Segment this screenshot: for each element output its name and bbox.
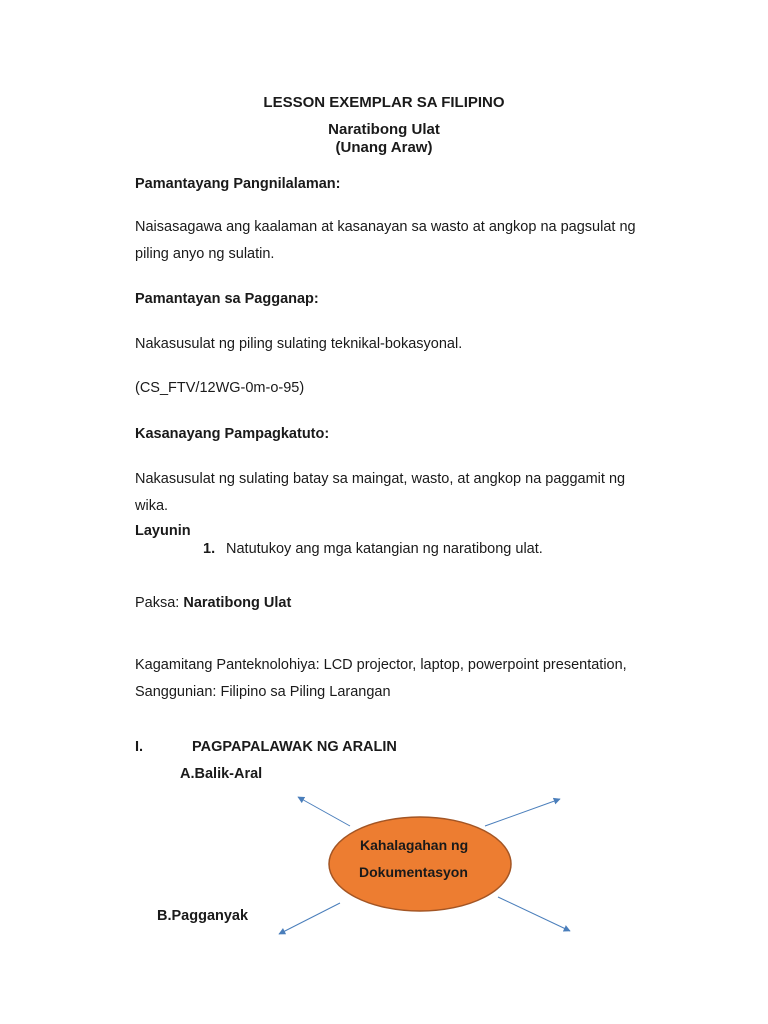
document-title: LESSON EXEMPLAR SA FILIPINO <box>263 94 505 111</box>
topic-value: Naratibong Ulat <box>183 595 292 611</box>
center-label-line1: Kahalagahan ng <box>360 837 469 853</box>
arrow-bottom-left <box>279 903 340 934</box>
document-subtitle: Naratibong Ulat <box>328 121 440 138</box>
learning-competency-line2: wika. <box>135 498 169 514</box>
objectives-heading: Layunin <box>135 523 191 539</box>
performance-standard-heading: Pamantayan sa Pagganap: <box>135 291 319 307</box>
objective-text: Natutukoy ang mga katangian ng naratibong ulat. <box>226 541 543 557</box>
learning-competency-line1: Nakasusulat ng sulating batay sa maingat, wasto, at angkop na paggamit ng <box>135 471 626 487</box>
arrow-top-right <box>485 799 560 826</box>
content-standard-line2: piling anyo ng sulatin. <box>135 246 275 262</box>
materials-line: Kagamitang Panteknolohiya: LCD projector, laptop, powerpoint presentation, <box>135 657 627 673</box>
competency-code: (CS_FTV/12WG-0m-o-95) <box>135 380 305 396</box>
performance-standard-text: Nakasusulat ng piling sulating teknikal-bokasyonal. <box>135 336 463 352</box>
objective-number: 1. <box>203 541 216 557</box>
content-standard-heading: Pamantayang Pangnilalaman: <box>135 176 341 192</box>
section-heading: PAGPAPALAWAK NG ARALIN <box>192 739 397 755</box>
content-standard-line1: Naisasagawa ang kaalaman at kasanayan sa wasto at angkop na pagsulat ng <box>135 219 636 235</box>
topic-label: Paksa: <box>135 595 184 611</box>
subsection-pagganyak: B.Pagganyak <box>157 908 249 924</box>
arrow-bottom-right <box>498 897 570 931</box>
section-numeral: I. <box>135 739 144 755</box>
learning-competency-heading: Kasanayang Pampagkatuto: <box>135 426 330 442</box>
reference-line: Sanggunian: Filipino sa Piling Larangan <box>135 684 391 700</box>
arrow-top-left <box>298 797 350 826</box>
center-label-line2: Dokumentasyon <box>359 864 468 880</box>
document-day: (Unang Araw) <box>335 139 433 156</box>
subsection-balik-aral: A.Balik-Aral <box>180 766 263 782</box>
